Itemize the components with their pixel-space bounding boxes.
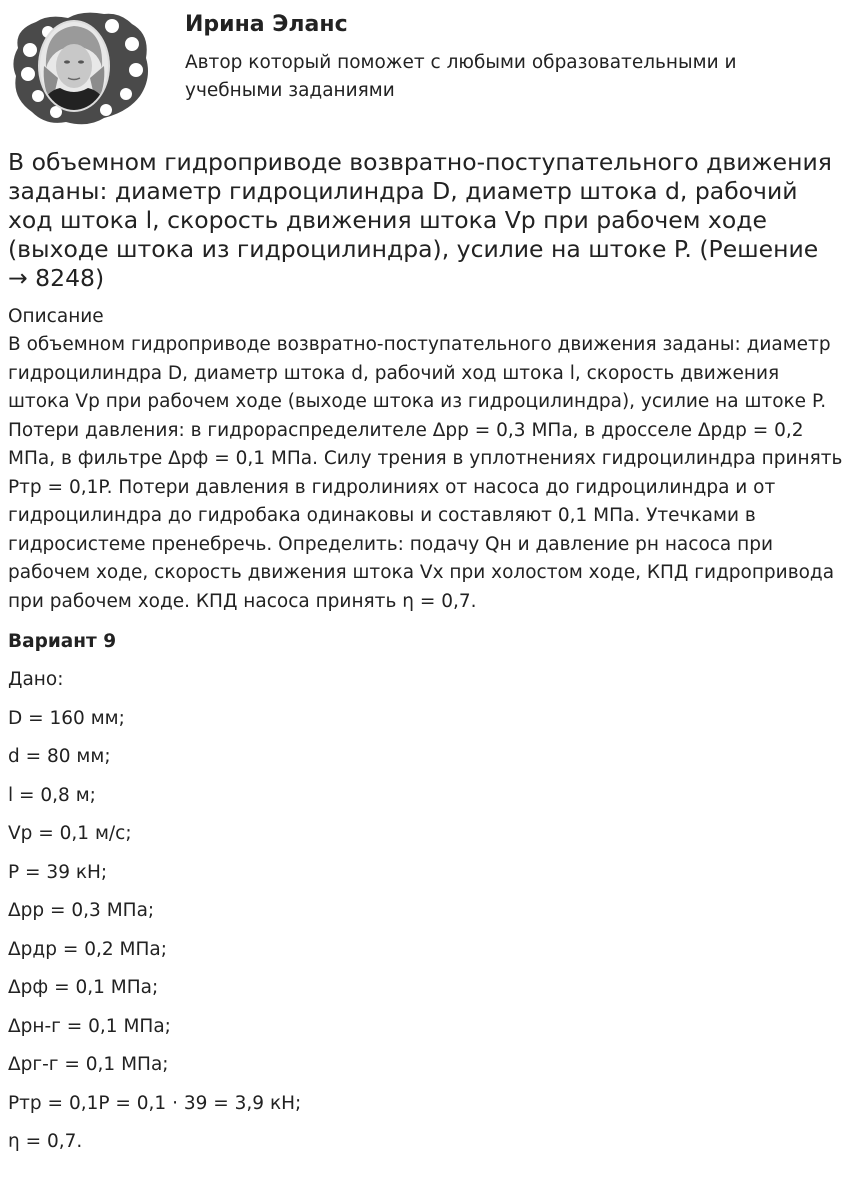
- given-list: [8, 666, 843, 1167]
- given-item: Δpдр = 0,2 МПа;: [8, 938, 167, 960]
- given-item: Pтр = 0,1P = 0,1 · 39 = 3,9 кН;: [8, 1092, 302, 1114]
- given-label: Дано:: [8, 669, 64, 690]
- given-item: D = 160 мм;: [8, 707, 125, 729]
- given-item: P = 39 кН;: [8, 861, 108, 883]
- author-card: [0, 0, 847, 140]
- given-item: η = 0,7.: [8, 1131, 83, 1152]
- author-description: Автор который поможет с любыми образовательными и учебными заданиями: [185, 52, 737, 101]
- author-name[interactable]: Ирина Эланс: [185, 12, 348, 37]
- given-item: Δpг-г = 0,1 МПа;: [8, 1054, 169, 1075]
- page-title: В объемном гидроприводе возвратно-поступательного движения заданы: диаметр гидроцилиндра D, диаметр штока d, рабочий ход штока l, скорость движения штока Vp при рабочем ходе (выходе штока из гидроцилиндра), усилие на штоке P. (Решение → 8248): [8, 148, 832, 292]
- author-avatar[interactable]: [8, 8, 150, 126]
- description-label: Описание: [8, 306, 104, 327]
- given-item: Vр = 0,1 м/с;: [8, 823, 132, 844]
- given-item: l = 0,8 м;: [8, 784, 96, 806]
- description-text: В объемном гидроприводе возвратно-поступательного движения заданы: диаметр гидроцилиндра D, диаметр штока d, рабочий ход штока l, скорость движения штока Vp при рабочем ходе (выходе штока из гидроцилиндра), усилие на штоке P. Потери давления: в гидрораспределителе Δpр = 0,3 МПа, в дросселе Δpдр = 0,2 МПа, в фильтре Δpф = 0,1 МПа. Силу трения в уплотнениях гидроцилиндра принять Pтр = 0,1P. Потери давления в гидролиниях от насоса до гидроцилиндра и от гидроцилиндра до гидробака одинаковы и составляют 0,1 МПа. Утечками в гидросистеме пренебречь. Определить: подачу Qн и давление pн насоса при рабочем ходе, скорость движения штока Vх при холостом ходе, КПД гидропривода при рабочем ходе. КПД насоса принять η = 0,7.: [8, 334, 843, 612]
- variant-heading: Вариант 9: [8, 631, 117, 652]
- main-content: [8, 148, 843, 1167]
- given-item: d = 80 мм;: [8, 746, 111, 767]
- given-item: Δpф = 0,1 МПа;: [8, 977, 159, 998]
- given-item: Δpн-г = 0,1 МПа;: [8, 1015, 171, 1037]
- given-item: Δpр = 0,3 МПа;: [8, 900, 155, 921]
